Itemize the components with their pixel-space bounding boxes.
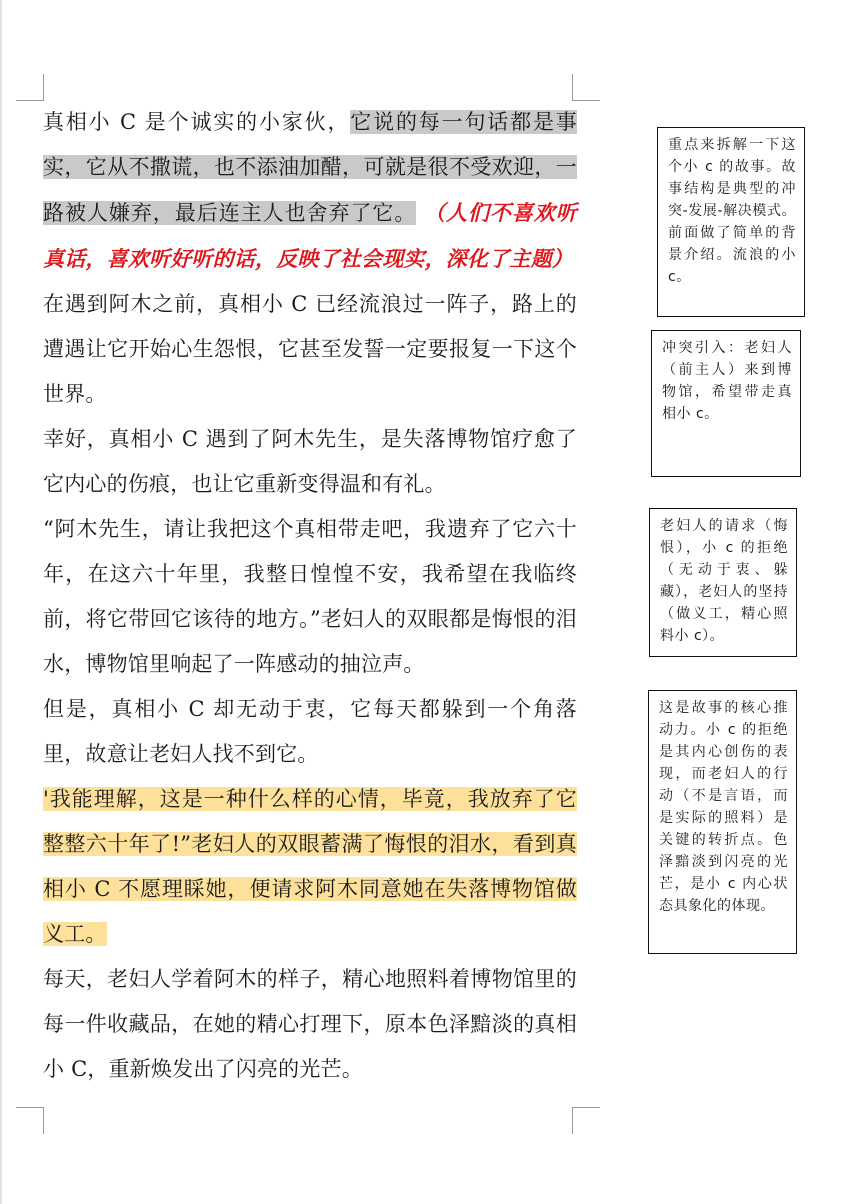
segment-plain: 但是，真相小 C 却无动于衷，它每天都躲到一个角落里，故意让老妇人找不到它。 — [43, 697, 577, 766]
paragraph-4 — [43, 507, 577, 687]
segment-plain: 真相小 C 是个诚实的小家伙， — [43, 110, 351, 134]
crop-mark-bottom-right-v — [572, 1107, 573, 1134]
comment-text: 冲突引入：老妇人（前主人）来到博物馆，希望带走真相小 c。 — [662, 340, 792, 422]
comment-text: 老妇人的请求（悔恨），小 c 的拒绝（无动于衷、躲藏），老妇人的坚持（做义工，精心照料小 c）。 — [660, 518, 788, 644]
crop-mark-top-left-h — [16, 100, 43, 101]
paragraph-2 — [43, 282, 577, 417]
annotation-red: （人们不喜欢听真话，喜欢听好听的话，反映了社会现实，深化了主题） — [43, 200, 577, 271]
comment-box-4[interactable] — [648, 690, 797, 954]
comment-text: 重点来拆解一下这个小 c 的故事。故事结构是典型的冲突-发展-解决模式。前面做了简单的背景介绍。流浪的小 c。 — [668, 137, 796, 285]
segment-plain: 每天，老妇人学着阿木的样子，精心地照料着博物馆里的每一件收藏品，在她的精心打理下，原本色泽黯淡的真相小 C，重新焕发出了闪亮的光芒。 — [43, 967, 577, 1081]
crop-mark-top-left-v — [43, 74, 44, 101]
paragraph-1 — [43, 100, 577, 282]
comment-box-2[interactable] — [651, 330, 801, 477]
crop-mark-bottom-right-h — [573, 1107, 600, 1108]
page-edge — [0, 0, 3, 1204]
paragraph-6 — [43, 777, 577, 957]
comment-box-3[interactable] — [649, 508, 797, 657]
segment-plain: 幸好，真相小 C 遇到了阿木先生，是失落博物馆疗愈了它内心的伤痕，也让它重新变得温和有礼。 — [43, 427, 577, 496]
document-body — [43, 100, 577, 1092]
comment-text: 这是故事的核心推动力。小 c 的拒绝是其内心创伤的表现，而老妇人的行动（不是言语，而是实际的照料）是关键的转折点。色泽黯淡到闪亮的光芒，是小 c 内心状态具象化的体现。 — [659, 700, 788, 914]
segment-plain: 在遇到阿木之前，真相小 C 已经流浪过一阵子，路上的遭遇让它开始心生怨恨，它甚至发誓一定要报复一下这个世界。 — [43, 292, 577, 406]
crop-mark-bottom-left-h — [16, 1107, 43, 1108]
paragraph-7 — [43, 957, 577, 1092]
crop-mark-top-right-v — [572, 74, 573, 101]
highlight-yellow[interactable]: '我能理解，这是一种什么样的心情，毕竟，我放弃了它整整六十年了!”老妇人的双眼蓄满了悔恨的泪水，看到真相小 C 不愿理睬她，便请求阿木同意她在失落博物馆做义工。 — [43, 787, 577, 946]
crop-mark-top-right-h — [573, 100, 600, 101]
comment-box-1[interactable] — [657, 127, 805, 317]
paragraph-5 — [43, 687, 577, 777]
crop-mark-bottom-left-v — [43, 1107, 44, 1134]
highlight-gray[interactable]: 它说的每一句话都是事实，它从不撒谎，也不添油加醋，可就是很不受欢迎，一路被人嫌弃，最后连主人也舍弃了它。 — [43, 110, 578, 225]
segment-plain: “阿木先生，请让我把这个真相带走吧，我遗弃了它六十年，在这六十年里，我整日惶惶不安，我希望在我临终前，将它带回它该待的地方。”老妇人的双眼都是悔恨的泪水，博物馆里响起了一阵感动的抽泣声。 — [43, 517, 577, 676]
paragraph-3 — [43, 417, 577, 507]
